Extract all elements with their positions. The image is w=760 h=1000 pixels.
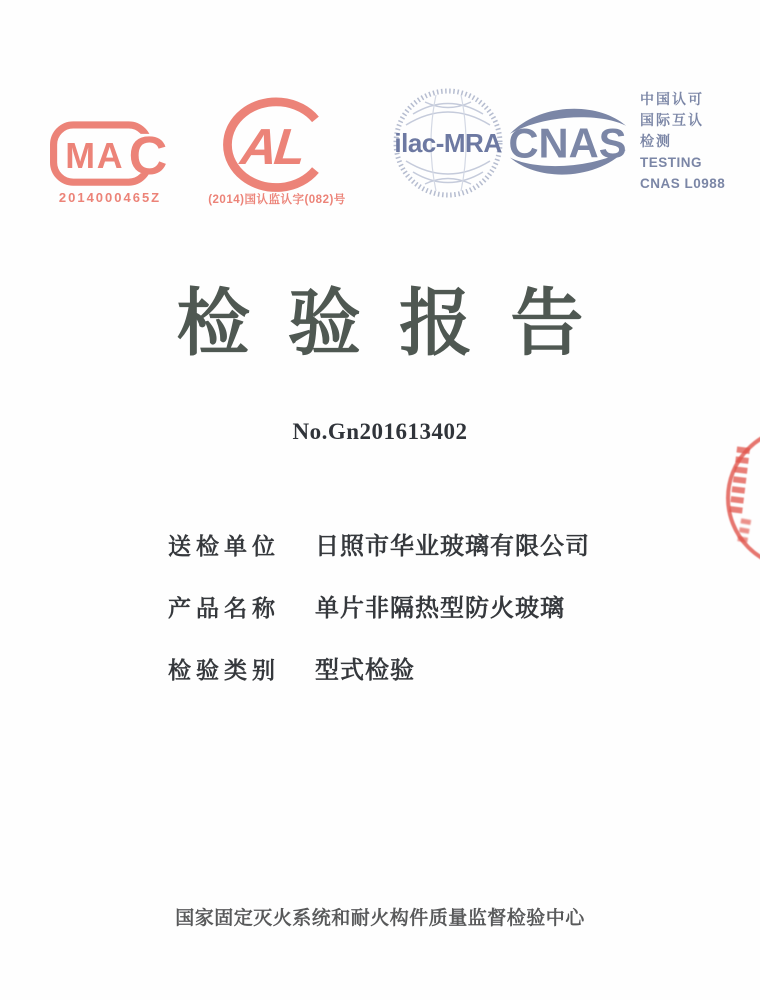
cal-cert-text: (2014)国认监认字(082)号 xyxy=(208,194,346,206)
cnas-accreditation-text xyxy=(640,89,750,194)
cal-logo-icon xyxy=(220,96,332,193)
page-title: 检 验 报 告 xyxy=(176,283,584,364)
cal-letters: AL xyxy=(237,118,306,176)
ilac-mra-logo-icon xyxy=(392,87,505,200)
field-row-product-name xyxy=(168,588,590,623)
cnas-text-line: TESTING xyxy=(640,155,703,170)
report-number: No.Gn201613402 xyxy=(292,419,468,444)
field-label: 送检单位 xyxy=(168,534,280,559)
cma-cert-number: 2014000465Z xyxy=(58,190,162,205)
report-fields xyxy=(168,526,590,712)
field-value: 单片非隔热型防火玻璃 xyxy=(315,596,565,622)
cnas-text-line: 中国认可 xyxy=(640,91,704,107)
field-label: 产品名称 xyxy=(168,596,280,621)
field-row-submitting-unit xyxy=(168,526,590,561)
field-value: 型式检验 xyxy=(315,658,415,684)
ilac-mra-label: ilac-MRA xyxy=(394,128,502,158)
cnas-text-line: CNAS L0988 xyxy=(640,176,726,191)
cnas-text-line: 国际互认 xyxy=(640,112,704,128)
field-row-inspection-type xyxy=(168,650,590,685)
cnas-logo-icon xyxy=(506,101,630,182)
field-value: 日照市华业玻璃有限公司 xyxy=(315,534,590,560)
cnas-label: CNAS xyxy=(508,119,627,167)
field-label: 检验类别 xyxy=(168,658,280,683)
issuing-organization: 国家固定灭火系统和耐火构件质量监督检验中心 xyxy=(175,908,585,929)
cnas-text-line: 检测 xyxy=(640,133,672,149)
cma-inner-letters: MA xyxy=(65,135,125,176)
cma-logo-icon xyxy=(50,116,168,191)
cma-outer-letter: C xyxy=(128,126,168,187)
